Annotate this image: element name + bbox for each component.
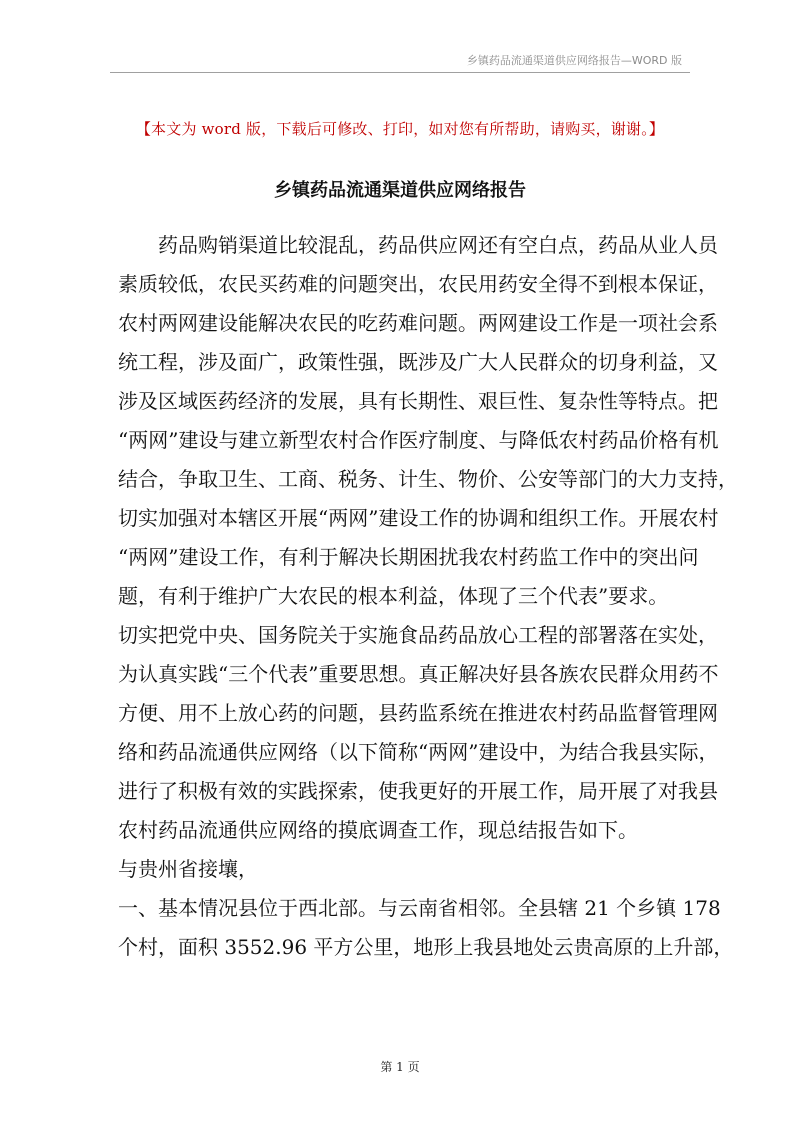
paragraph-line: 题，有利于维护广大农民的根本利益，体现了三个代表”要求。	[118, 584, 669, 608]
document-title: 乡镇药品流通渠道供应网络报告	[274, 180, 526, 201]
paragraph-line: 涉及区域医药经济的发展，具有长期性、艰巨性、复杂性等特点。把	[118, 389, 718, 413]
paragraph-line: 切实加强对本辖区开展“两网”建设工作的协调和组织工作。开展农村	[118, 506, 719, 530]
paragraph-line: 个村，面积 3552.96 平方公里，地形上我县地处云贵高原的上升部，	[118, 935, 734, 959]
paragraph-line: 为认真实践“三个代表”重要思想。真正解决好县各族农民群众用药不	[118, 662, 719, 686]
paragraph-line: “两网”建设工作，有利于解决长期困扰我农村药监工作中的突出问	[118, 545, 699, 569]
paragraph-line: 农村两网建设能解决农民的吃药难问题。两网建设工作是一项社会系	[118, 311, 718, 335]
page-number: 第 1 页	[380, 1060, 420, 1074]
paragraph-line: 方便、用不上放心药的问题，县药监系统在推进农村药品监督管理网	[118, 701, 718, 725]
paragraph-line: 进行了积极有效的实践探索，使我更好的开展工作，局开展了对我县	[118, 779, 718, 803]
paragraph-line: 络和药品流通供应网络（以下简称“两网”建设中，为结合我县实际，	[118, 740, 719, 764]
paragraph-line: 一、基本情况县位于西北部。与云南省相邻。全县辖 21 个乡镇 178	[118, 896, 721, 920]
paragraph-line: 与贵州省接壤，	[118, 857, 258, 881]
paragraph-line: 统工程，涉及面广，政策性强，既涉及广大人民群众的切身利益，又	[118, 350, 718, 374]
paragraph-line: 农村药品流通供应网络的摸底调查工作，现总结报告如下。	[118, 818, 638, 842]
paragraph-line: 结合，争取卫生、工商、税务、计生、物价、公安等部门的大力支持，	[118, 467, 738, 491]
purchase-notice: 【本文为 word 版，下载后可修改、打印，如对您有所帮助，请购买，谢谢。】	[135, 120, 665, 138]
paragraph-line: 素质较低，农民买药难的问题突出，农民用药安全得不到根本保证，	[118, 272, 718, 296]
paragraph-line: “两网”建设与建立新型农村合作医疗制度、与降低农村药品价格有机	[118, 428, 719, 452]
header-divider	[110, 72, 690, 73]
paragraph-line: 切实把党中央、国务院关于实施食品药品放心工程的部署落在实处，	[118, 623, 718, 647]
document-body	[118, 226, 738, 967]
running-header: 乡镇药品流通渠道供应网络报告—WORD 版	[466, 54, 682, 67]
paragraph-line: 药品购销渠道比较混乱，药品供应网还有空白点，药品从业人员	[158, 233, 718, 257]
